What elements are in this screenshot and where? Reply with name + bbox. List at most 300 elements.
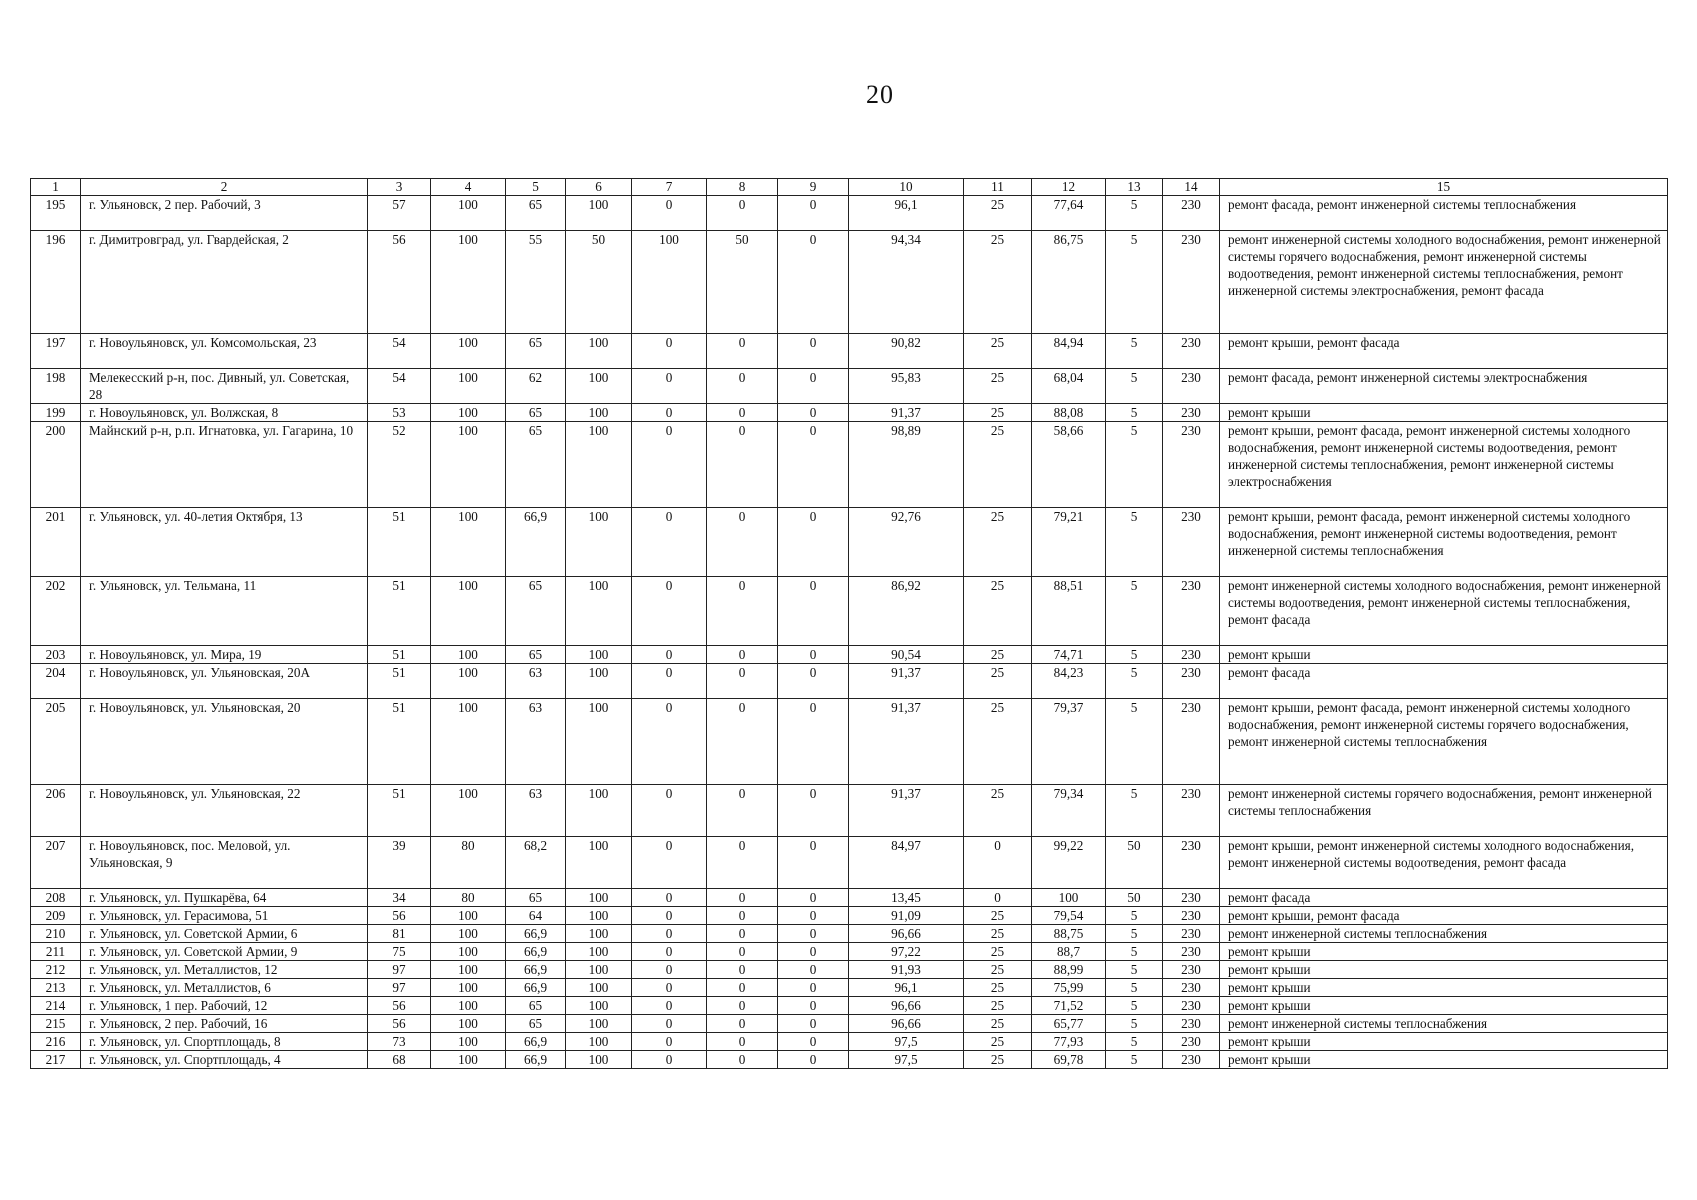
cell-col-3: 81 — [368, 925, 431, 943]
cell-col-10: 91,09 — [849, 907, 964, 925]
cell-address: г. Ульяновск, ул. Пушкарёва, 64 — [81, 889, 368, 907]
cell-col-9: 0 — [778, 997, 849, 1015]
cell-col-3: 56 — [368, 231, 431, 334]
cell-col-9: 0 — [778, 577, 849, 646]
column-header-15: 15 — [1220, 179, 1668, 196]
cell-col-10: 96,1 — [849, 979, 964, 997]
cell-col-13: 5 — [1106, 1033, 1163, 1051]
cell-col-11: 25 — [964, 1051, 1032, 1069]
cell-col-3: 73 — [368, 1033, 431, 1051]
cell-col-4: 100 — [431, 422, 506, 508]
column-header-12: 12 — [1032, 179, 1106, 196]
cell-col-7: 0 — [632, 646, 707, 664]
cell-col-8: 0 — [707, 925, 778, 943]
cell-row-number: 217 — [31, 1051, 81, 1069]
cell-col-9: 0 — [778, 1033, 849, 1051]
cell-col-6: 50 — [566, 231, 632, 334]
cell-works: ремонт крыши, ремонт фасада, ремонт инженерной системы холодного водоснабжения, ремонт инженерной системы водоотведения, ремонт инженерной системы теплоснабжения — [1220, 508, 1668, 577]
cell-row-number: 211 — [31, 943, 81, 961]
cell-col-11: 25 — [964, 1033, 1032, 1051]
cell-col-6: 100 — [566, 907, 632, 925]
cell-col-8: 0 — [707, 334, 778, 369]
table-row — [31, 646, 1668, 664]
cell-col-5: 68,2 — [506, 837, 566, 889]
cell-col-11: 25 — [964, 925, 1032, 943]
cell-col-13: 5 — [1106, 979, 1163, 997]
cell-col-9: 0 — [778, 1015, 849, 1033]
cell-col-14: 230 — [1163, 231, 1220, 334]
cell-col-4: 100 — [431, 785, 506, 837]
cell-row-number: 201 — [31, 508, 81, 577]
cell-col-8: 0 — [707, 1033, 778, 1051]
cell-row-number: 202 — [31, 577, 81, 646]
cell-address: г. Ульяновск, ул. 40-летия Октября, 13 — [81, 508, 368, 577]
cell-col-4: 100 — [431, 979, 506, 997]
cell-col-12: 88,99 — [1032, 961, 1106, 979]
cell-row-number: 215 — [31, 1015, 81, 1033]
cell-col-10: 90,54 — [849, 646, 964, 664]
cell-col-9: 0 — [778, 925, 849, 943]
cell-col-10: 95,83 — [849, 369, 964, 404]
cell-address: г. Новоульяновск, пос. Меловой, ул. Ульяновская, 9 — [81, 837, 368, 889]
cell-col-14: 230 — [1163, 837, 1220, 889]
cell-col-6: 100 — [566, 785, 632, 837]
cell-address: г. Ульяновск, ул. Советской Армии, 9 — [81, 943, 368, 961]
cell-works: ремонт крыши — [1220, 404, 1668, 422]
cell-works: ремонт крыши — [1220, 961, 1668, 979]
cell-col-4: 100 — [431, 664, 506, 699]
cell-works: ремонт инженерной системы холодного водоснабжения, ремонт инженерной системы водоотведения, ремонт инженерной системы теплоснабжения, ремонт фасада — [1220, 577, 1668, 646]
cell-col-3: 57 — [368, 196, 431, 231]
cell-col-3: 51 — [368, 699, 431, 785]
cell-col-4: 100 — [431, 961, 506, 979]
column-header-8: 8 — [707, 179, 778, 196]
cell-works: ремонт инженерной системы холодного водоснабжения, ремонт инженерной системы горячего водоснабжения, ремонт инженерной системы водоотведения, ремонт инженерной системы теплоснабжения, ремонт инженерной системы электроснабжения, ремонт фасада — [1220, 231, 1668, 334]
cell-col-14: 230 — [1163, 961, 1220, 979]
table-row — [31, 369, 1668, 404]
cell-col-8: 0 — [707, 577, 778, 646]
cell-col-10: 91,37 — [849, 404, 964, 422]
cell-address: г. Ульяновск, ул. Тельмана, 11 — [81, 577, 368, 646]
table-header — [31, 179, 1668, 196]
cell-works: ремонт крыши — [1220, 1051, 1668, 1069]
cell-col-4: 100 — [431, 334, 506, 369]
cell-col-9: 0 — [778, 231, 849, 334]
cell-works: ремонт крыши, ремонт фасада, ремонт инженерной системы холодного водоснабжения, ремонт инженерной системы водоотведения, ремонт инженерной системы теплоснабжения, ремонт инженерной системы электроснабжения — [1220, 422, 1668, 508]
column-header-5: 5 — [506, 179, 566, 196]
cell-col-8: 0 — [707, 664, 778, 699]
cell-col-5: 65 — [506, 334, 566, 369]
cell-col-3: 52 — [368, 422, 431, 508]
cell-col-8: 0 — [707, 997, 778, 1015]
cell-address: г. Ульяновск, ул. Герасимова, 51 — [81, 907, 368, 925]
cell-col-8: 0 — [707, 785, 778, 837]
cell-col-3: 39 — [368, 837, 431, 889]
header-row — [31, 179, 1668, 196]
cell-col-11: 25 — [964, 577, 1032, 646]
cell-col-7: 0 — [632, 196, 707, 231]
table-row — [31, 785, 1668, 837]
cell-col-9: 0 — [778, 646, 849, 664]
cell-col-12: 74,71 — [1032, 646, 1106, 664]
cell-col-7: 0 — [632, 664, 707, 699]
cell-col-3: 51 — [368, 646, 431, 664]
cell-col-5: 65 — [506, 422, 566, 508]
cell-col-13: 5 — [1106, 997, 1163, 1015]
cell-col-12: 79,54 — [1032, 907, 1106, 925]
cell-col-12: 65,77 — [1032, 1015, 1106, 1033]
column-header-2: 2 — [81, 179, 368, 196]
cell-col-5: 55 — [506, 231, 566, 334]
cell-col-7: 0 — [632, 404, 707, 422]
cell-col-4: 100 — [431, 907, 506, 925]
cell-col-6: 100 — [566, 943, 632, 961]
cell-col-11: 25 — [964, 979, 1032, 997]
cell-col-5: 66,9 — [506, 979, 566, 997]
cell-col-8: 0 — [707, 943, 778, 961]
cell-col-7: 0 — [632, 925, 707, 943]
page-number: 20 — [866, 80, 894, 109]
table-row — [31, 699, 1668, 785]
cell-address: г. Новоульяновск, ул. Ульяновская, 20 — [81, 699, 368, 785]
column-header-3: 3 — [368, 179, 431, 196]
cell-col-13: 5 — [1106, 577, 1163, 646]
column-header-1: 1 — [31, 179, 81, 196]
cell-col-7: 0 — [632, 979, 707, 997]
cell-col-8: 0 — [707, 646, 778, 664]
cell-col-8: 0 — [707, 369, 778, 404]
cell-col-13: 5 — [1106, 422, 1163, 508]
cell-row-number: 213 — [31, 979, 81, 997]
column-header-10: 10 — [849, 179, 964, 196]
cell-col-12: 88,75 — [1032, 925, 1106, 943]
cell-col-14: 230 — [1163, 196, 1220, 231]
cell-row-number: 198 — [31, 369, 81, 404]
cell-address: г. Новоульяновск, ул. Волжская, 8 — [81, 404, 368, 422]
cell-col-4: 100 — [431, 1015, 506, 1033]
cell-col-6: 100 — [566, 837, 632, 889]
cell-col-5: 66,9 — [506, 1033, 566, 1051]
column-header-4: 4 — [431, 179, 506, 196]
cell-address: г. Ульяновск, 2 пер. Рабочий, 3 — [81, 196, 368, 231]
cell-row-number: 207 — [31, 837, 81, 889]
column-header-9: 9 — [778, 179, 849, 196]
cell-works: ремонт фасада, ремонт инженерной системы теплоснабжения — [1220, 196, 1668, 231]
cell-col-14: 230 — [1163, 334, 1220, 369]
cell-col-11: 25 — [964, 404, 1032, 422]
cell-col-5: 65 — [506, 1015, 566, 1033]
cell-col-5: 65 — [506, 196, 566, 231]
cell-works: ремонт крыши — [1220, 1033, 1668, 1051]
cell-address: г. Ульяновск, ул. Советской Армии, 6 — [81, 925, 368, 943]
cell-col-4: 80 — [431, 837, 506, 889]
cell-col-5: 66,9 — [506, 961, 566, 979]
cell-row-number: 197 — [31, 334, 81, 369]
cell-address: г. Димитровград, ул. Гвардейская, 2 — [81, 231, 368, 334]
cell-col-8: 0 — [707, 699, 778, 785]
cell-col-9: 0 — [778, 785, 849, 837]
cell-col-11: 25 — [964, 334, 1032, 369]
cell-col-6: 100 — [566, 1033, 632, 1051]
cell-col-4: 100 — [431, 231, 506, 334]
cell-col-7: 0 — [632, 699, 707, 785]
cell-col-5: 65 — [506, 404, 566, 422]
cell-col-10: 92,76 — [849, 508, 964, 577]
cell-col-7: 0 — [632, 334, 707, 369]
cell-col-9: 0 — [778, 837, 849, 889]
cell-col-5: 64 — [506, 907, 566, 925]
cell-col-11: 25 — [964, 422, 1032, 508]
cell-col-7: 0 — [632, 1033, 707, 1051]
cell-col-12: 88,7 — [1032, 943, 1106, 961]
cell-col-11: 25 — [964, 997, 1032, 1015]
cell-row-number: 199 — [31, 404, 81, 422]
cell-col-14: 230 — [1163, 422, 1220, 508]
cell-col-14: 230 — [1163, 907, 1220, 925]
cell-col-4: 100 — [431, 1051, 506, 1069]
cell-col-13: 5 — [1106, 404, 1163, 422]
cell-col-4: 100 — [431, 508, 506, 577]
cell-col-8: 0 — [707, 508, 778, 577]
cell-col-12: 69,78 — [1032, 1051, 1106, 1069]
cell-col-11: 25 — [964, 196, 1032, 231]
repair-table — [30, 178, 1668, 1069]
cell-col-4: 100 — [431, 369, 506, 404]
cell-col-12: 99,22 — [1032, 837, 1106, 889]
cell-col-13: 5 — [1106, 1051, 1163, 1069]
cell-col-3: 51 — [368, 785, 431, 837]
column-header-13: 13 — [1106, 179, 1163, 196]
cell-col-5: 66,9 — [506, 925, 566, 943]
cell-col-6: 100 — [566, 196, 632, 231]
cell-works: ремонт фасада — [1220, 664, 1668, 699]
cell-col-8: 0 — [707, 1015, 778, 1033]
cell-col-12: 58,66 — [1032, 422, 1106, 508]
table-row — [31, 664, 1668, 699]
table-row — [31, 577, 1668, 646]
cell-col-11: 25 — [964, 1015, 1032, 1033]
cell-col-14: 230 — [1163, 577, 1220, 646]
cell-col-7: 0 — [632, 785, 707, 837]
cell-col-10: 86,92 — [849, 577, 964, 646]
cell-col-13: 5 — [1106, 961, 1163, 979]
cell-col-14: 230 — [1163, 1051, 1220, 1069]
cell-col-9: 0 — [778, 508, 849, 577]
cell-col-3: 34 — [368, 889, 431, 907]
cell-col-13: 5 — [1106, 925, 1163, 943]
cell-row-number: 205 — [31, 699, 81, 785]
table-row — [31, 334, 1668, 369]
cell-col-9: 0 — [778, 1051, 849, 1069]
cell-row-number: 206 — [31, 785, 81, 837]
cell-col-7: 0 — [632, 997, 707, 1015]
cell-col-9: 0 — [778, 699, 849, 785]
cell-col-7: 0 — [632, 907, 707, 925]
cell-col-10: 90,82 — [849, 334, 964, 369]
table-body — [31, 196, 1668, 1069]
cell-col-8: 0 — [707, 404, 778, 422]
cell-col-12: 77,93 — [1032, 1033, 1106, 1051]
table-row — [31, 925, 1668, 943]
cell-col-8: 50 — [707, 231, 778, 334]
cell-col-10: 97,5 — [849, 1051, 964, 1069]
cell-col-3: 75 — [368, 943, 431, 961]
cell-col-8: 0 — [707, 196, 778, 231]
cell-col-13: 5 — [1106, 785, 1163, 837]
cell-col-7: 0 — [632, 1015, 707, 1033]
column-header-14: 14 — [1163, 179, 1220, 196]
cell-col-4: 100 — [431, 925, 506, 943]
cell-col-12: 77,64 — [1032, 196, 1106, 231]
cell-col-12: 100 — [1032, 889, 1106, 907]
cell-works: ремонт крыши — [1220, 997, 1668, 1015]
table-row — [31, 1033, 1668, 1051]
cell-col-8: 0 — [707, 961, 778, 979]
cell-col-10: 84,97 — [849, 837, 964, 889]
cell-col-4: 100 — [431, 404, 506, 422]
cell-col-13: 5 — [1106, 699, 1163, 785]
column-header-11: 11 — [964, 179, 1032, 196]
cell-col-10: 91,37 — [849, 699, 964, 785]
cell-works: ремонт крыши, ремонт фасада, ремонт инженерной системы холодного водоснабжения, ремонт инженерной системы горячего водоснабжения, ремонт инженерной системы теплоснабжения — [1220, 699, 1668, 785]
cell-col-6: 100 — [566, 961, 632, 979]
cell-col-9: 0 — [778, 907, 849, 925]
table-row — [31, 1051, 1668, 1069]
cell-col-12: 79,34 — [1032, 785, 1106, 837]
cell-col-7: 0 — [632, 1051, 707, 1069]
cell-col-6: 100 — [566, 699, 632, 785]
cell-row-number: 214 — [31, 997, 81, 1015]
cell-row-number: 212 — [31, 961, 81, 979]
cell-col-4: 100 — [431, 646, 506, 664]
cell-col-11: 25 — [964, 646, 1032, 664]
table-row — [31, 196, 1668, 231]
cell-col-13: 5 — [1106, 508, 1163, 577]
cell-row-number: 208 — [31, 889, 81, 907]
cell-col-6: 100 — [566, 1015, 632, 1033]
cell-col-11: 25 — [964, 785, 1032, 837]
table-row — [31, 508, 1668, 577]
cell-works: ремонт крыши — [1220, 979, 1668, 997]
table-row — [31, 907, 1668, 925]
cell-col-12: 84,94 — [1032, 334, 1106, 369]
cell-col-8: 0 — [707, 1051, 778, 1069]
cell-col-9: 0 — [778, 889, 849, 907]
cell-col-10: 97,5 — [849, 1033, 964, 1051]
column-header-7: 7 — [632, 179, 707, 196]
cell-col-14: 230 — [1163, 664, 1220, 699]
cell-col-8: 0 — [707, 837, 778, 889]
cell-col-11: 25 — [964, 699, 1032, 785]
table-row — [31, 997, 1668, 1015]
cell-col-6: 100 — [566, 334, 632, 369]
table-row — [31, 943, 1668, 961]
cell-col-12: 68,04 — [1032, 369, 1106, 404]
cell-address: г. Ульяновск, ул. Спортплощадь, 8 — [81, 1033, 368, 1051]
cell-col-11: 25 — [964, 664, 1032, 699]
cell-col-7: 0 — [632, 508, 707, 577]
cell-works: ремонт крыши, ремонт фасада — [1220, 907, 1668, 925]
cell-col-10: 96,66 — [849, 1015, 964, 1033]
cell-col-3: 54 — [368, 369, 431, 404]
cell-col-10: 91,93 — [849, 961, 964, 979]
table-row — [31, 231, 1668, 334]
cell-col-12: 88,51 — [1032, 577, 1106, 646]
cell-col-12: 71,52 — [1032, 997, 1106, 1015]
cell-col-14: 230 — [1163, 979, 1220, 997]
cell-col-3: 51 — [368, 508, 431, 577]
cell-address: г. Новоульяновск, ул. Ульяновская, 22 — [81, 785, 368, 837]
cell-col-14: 230 — [1163, 1033, 1220, 1051]
cell-col-5: 66,9 — [506, 508, 566, 577]
cell-col-6: 100 — [566, 1051, 632, 1069]
cell-col-7: 0 — [632, 889, 707, 907]
cell-col-6: 100 — [566, 369, 632, 404]
cell-col-6: 100 — [566, 979, 632, 997]
cell-col-11: 25 — [964, 508, 1032, 577]
cell-col-5: 63 — [506, 785, 566, 837]
cell-row-number: 210 — [31, 925, 81, 943]
cell-col-10: 91,37 — [849, 785, 964, 837]
cell-col-11: 0 — [964, 837, 1032, 889]
cell-col-13: 5 — [1106, 196, 1163, 231]
cell-col-13: 50 — [1106, 889, 1163, 907]
cell-address: Майнский р-н, р.п. Игнатовка, ул. Гагарина, 10 — [81, 422, 368, 508]
cell-col-4: 100 — [431, 1033, 506, 1051]
cell-col-14: 230 — [1163, 404, 1220, 422]
cell-col-14: 230 — [1163, 785, 1220, 837]
cell-col-11: 25 — [964, 369, 1032, 404]
cell-col-4: 100 — [431, 577, 506, 646]
cell-works: ремонт инженерной системы горячего водоснабжения, ремонт инженерной системы теплоснабжения — [1220, 785, 1668, 837]
cell-col-12: 79,37 — [1032, 699, 1106, 785]
cell-works: ремонт фасада, ремонт инженерной системы электроснабжения — [1220, 369, 1668, 404]
cell-address: г. Ульяновск, ул. Спортплощадь, 4 — [81, 1051, 368, 1069]
cell-col-8: 0 — [707, 422, 778, 508]
cell-col-9: 0 — [778, 422, 849, 508]
cell-col-11: 25 — [964, 961, 1032, 979]
cell-col-13: 5 — [1106, 334, 1163, 369]
cell-works: ремонт крыши — [1220, 646, 1668, 664]
cell-address: г. Новоульяновск, ул. Мира, 19 — [81, 646, 368, 664]
cell-col-4: 100 — [431, 699, 506, 785]
cell-row-number: 209 — [31, 907, 81, 925]
cell-col-5: 63 — [506, 664, 566, 699]
cell-works: ремонт фасада — [1220, 889, 1668, 907]
cell-col-10: 13,45 — [849, 889, 964, 907]
cell-col-3: 51 — [368, 577, 431, 646]
cell-col-5: 66,9 — [506, 943, 566, 961]
cell-col-13: 5 — [1106, 369, 1163, 404]
table-row — [31, 404, 1668, 422]
cell-col-7: 0 — [632, 961, 707, 979]
cell-col-4: 100 — [431, 997, 506, 1015]
cell-col-10: 96,1 — [849, 196, 964, 231]
cell-col-3: 68 — [368, 1051, 431, 1069]
cell-col-8: 0 — [707, 889, 778, 907]
cell-row-number: 216 — [31, 1033, 81, 1051]
cell-col-9: 0 — [778, 664, 849, 699]
cell-works: ремонт инженерной системы теплоснабжения — [1220, 1015, 1668, 1033]
column-header-6: 6 — [566, 179, 632, 196]
cell-col-7: 0 — [632, 369, 707, 404]
table-row — [31, 1015, 1668, 1033]
cell-col-11: 25 — [964, 943, 1032, 961]
repair-table-container — [30, 178, 1667, 1069]
cell-col-6: 100 — [566, 508, 632, 577]
cell-col-13: 5 — [1106, 907, 1163, 925]
cell-col-7: 100 — [632, 231, 707, 334]
